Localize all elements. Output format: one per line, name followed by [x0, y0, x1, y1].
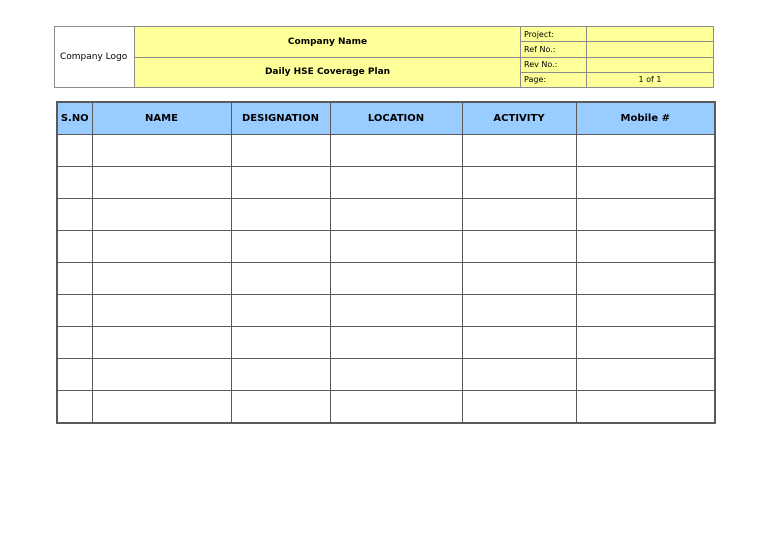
table-cell[interactable] [330, 359, 462, 391]
table-cell[interactable] [231, 295, 330, 327]
table-cell[interactable] [330, 263, 462, 295]
table-cell[interactable] [231, 167, 330, 199]
table-cell[interactable] [231, 391, 330, 424]
column-header-designation: DESIGNATION [231, 102, 330, 135]
rev-no-label: Rev No.: [521, 57, 587, 72]
table-cell[interactable] [57, 231, 92, 263]
project-value [587, 27, 714, 42]
table-cell[interactable] [57, 167, 92, 199]
table-cell[interactable] [330, 391, 462, 424]
table-cell[interactable] [576, 231, 715, 263]
page-label: Page: [521, 72, 587, 87]
table-cell[interactable] [330, 135, 462, 167]
table-row [57, 327, 715, 359]
table-cell[interactable] [92, 167, 231, 199]
project-label: Project: [521, 27, 587, 42]
table-cell[interactable] [231, 327, 330, 359]
column-header-mobile: Mobile # [576, 102, 715, 135]
table-cell[interactable] [57, 263, 92, 295]
table-row [57, 391, 715, 424]
table-row [57, 263, 715, 295]
table-row [57, 199, 715, 231]
document-header [54, 26, 714, 88]
table-cell[interactable] [576, 391, 715, 424]
table-cell[interactable] [462, 295, 576, 327]
table-cell[interactable] [576, 327, 715, 359]
table-cell[interactable] [57, 327, 92, 359]
table-cell[interactable] [330, 199, 462, 231]
table-row [57, 135, 715, 167]
column-header-sno: S.NO [57, 102, 92, 135]
table-cell[interactable] [92, 135, 231, 167]
table-cell[interactable] [92, 263, 231, 295]
rev-no-value [587, 57, 714, 72]
table-body [57, 135, 715, 424]
table-cell[interactable] [57, 359, 92, 391]
table-cell[interactable] [330, 295, 462, 327]
table-cell[interactable] [231, 359, 330, 391]
company-name: Company Name [135, 27, 521, 58]
table-cell[interactable] [462, 199, 576, 231]
page-value: 1 of 1 [587, 72, 714, 87]
table-cell[interactable] [92, 231, 231, 263]
table-cell[interactable] [231, 231, 330, 263]
table-cell[interactable] [576, 263, 715, 295]
table-cell[interactable] [92, 327, 231, 359]
table-row [57, 295, 715, 327]
table-cell[interactable] [462, 167, 576, 199]
table-cell[interactable] [330, 231, 462, 263]
table-cell[interactable] [57, 199, 92, 231]
table-cell[interactable] [330, 327, 462, 359]
table-cell[interactable] [576, 295, 715, 327]
table-cell[interactable] [462, 263, 576, 295]
table-cell[interactable] [462, 327, 576, 359]
ref-no-value [587, 42, 714, 57]
column-header-activity: ACTIVITY [462, 102, 576, 135]
table-cell[interactable] [231, 199, 330, 231]
table-cell[interactable] [462, 135, 576, 167]
coverage-plan-table [56, 101, 716, 424]
table-row [57, 231, 715, 263]
table-cell[interactable] [92, 199, 231, 231]
table-cell[interactable] [330, 167, 462, 199]
table-cell[interactable] [576, 135, 715, 167]
table-cell[interactable] [57, 391, 92, 424]
document-title: Daily HSE Coverage Plan [135, 57, 521, 88]
table-row [57, 359, 715, 391]
table-cell[interactable] [576, 199, 715, 231]
table-cell[interactable] [92, 295, 231, 327]
table-cell[interactable] [462, 231, 576, 263]
column-header-location: LOCATION [330, 102, 462, 135]
table-cell[interactable] [462, 359, 576, 391]
company-logo: Company Logo [55, 27, 135, 88]
table-cell[interactable] [231, 263, 330, 295]
ref-no-label: Ref No.: [521, 42, 587, 57]
table-cell[interactable] [57, 295, 92, 327]
table-cell[interactable] [231, 135, 330, 167]
column-header-name: NAME [92, 102, 231, 135]
table-cell[interactable] [57, 135, 92, 167]
table-cell[interactable] [92, 359, 231, 391]
table-row [57, 167, 715, 199]
table-cell[interactable] [576, 359, 715, 391]
table-cell[interactable] [92, 391, 231, 424]
table-cell[interactable] [576, 167, 715, 199]
table-cell[interactable] [462, 391, 576, 424]
